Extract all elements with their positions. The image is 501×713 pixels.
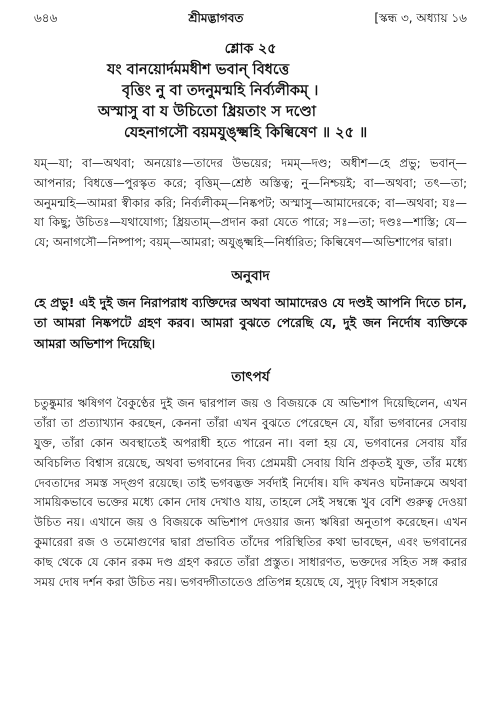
book-title: শ্রীমদ্ভাগবত — [188, 11, 244, 25]
verse-line-3: অস্মাসু বা য উচিতো ধ্রিয়তাং স দণ্ডো — [98, 104, 316, 120]
verse-line-1: যং বানয়োর্দমমধীশ ভবান্ বিধত্তে — [107, 62, 290, 78]
synonyms-text: যম্—যা; বা—অথবা; অনয়োঃ—তাদের উভয়ের; দমম্—দণ্ড; অধীশ—হে প্রভু; ভবান্—আপনার; বিধত্তে—পুরস্কৃত করে; বৃত্তিম্—শ্রেষ্ঠ অস্তিত্ব; নু—নিশ্চয়ই; বা—অথবা; তৎ—তা; অনুমন্মহি—আমরা স্বীকার করি; নির্ব্যলীকম্—নিষ্কপট; অস্মাসু—আমাদেরকে; বা—অথবা; যঃ—যা কিছু; উচিতঃ—যথাযোগ্য; ধ্রিয়তাম্—প্রদান করা যেতে পারে; সঃ—তা; দণ্ডঃ—শাস্তি; যে—যে; অনাগসৌ—নিষ্পাপ; বয়ম্—আমরা; অযুঙ্‌ক্ষ্মহি—নির্ধারিত; কিল্বিষেণ—অভিশাপের দ্বারা। — [34, 156, 467, 250]
chapter-reference: [স্কন্ধ ৩, অধ্যায় ১৬ — [374, 11, 467, 25]
purport-text: চতুষ্কুমার ঋষিগণ বৈকুণ্ঠের দুই জন দ্বারপাল জয় ও বিজয়কে যে অভিশাপ দিয়েছিলেন, এখন তাঁরা তা প্রত্যাখ্যান করছেন, কেননা তাঁরা এখন বুঝতে পেরেছেন যে, যাঁরা ভগবানের সেবায় যুক্ত, তাঁরা কোন অবস্থাতেই অপরাধী হতে পারেন না। বলা হয় যে, ভগবানের সেবায় যাঁর অবিচলিত বিশ্বাস রয়েছে, অথবা ভগবানের দিব্য প্রেমময়ী সেবায় যিনি প্রকৃতই যুক্ত, তাঁর মধ্যে দেবতাদের সমস্ত সদ্‌গুণ রয়েছে। তাই ভগবদ্ভক্ত সর্বদাই নির্দোষ। যদি কখনও ঘটনাক্রমে অথবা সাময়িকভাবে ভক্তের মধ্যে কোন দোষ দেখাও যায়, তাহলে সেই সম্বন্ধে খুব বেশি গুরুত্ব দেওয়া উচিত নয়। এখানে জয় ও বিজয়কে অভিশাপ দেওয়ার জন্য ঋষিরা অনুতাপ করেছেন। এখন কুমারেরা রজ ও তমোগুণের দ্বারা প্রভাবিত তাঁদের পরিস্থিতির কথা ভাবছেন, এবং ভগবানের কাছ থেকে যে কোন রকম দণ্ড গ্রহণ করতে তাঁরা প্রস্তুত। সাধারণত, ভক্তদের সহিত সঙ্গ করার সময় দোষ দর্শন করা উচিত নয়। ভগবদ্গীতাতেও প্রতিপন্ন হয়েছে যে, সুদৃঢ় বিশ্বাস সহকারে — [34, 396, 467, 589]
translation-title: অনুবাদ — [231, 267, 270, 284]
synonyms — [34, 154, 467, 253]
verse-line-2: বৃত্তিং নু বা তদনুমন্মহি নির্ব্যলীকম্ । — [122, 83, 319, 99]
translation-text: হে প্রভু! এই দুই জন নিরাপরাধ ব্যক্তিদের অথবা আমাদেরও যে দণ্ডই আপনি দিতে চান, তা আমরা নিষ্কপটে গ্রহণ করব। আমরা বুঝতে পেরেছি যে, দুই জন নির্দোষ ব্যক্তিকে আমরা অভিশাপ দিয়েছি। — [34, 294, 467, 351]
verse-heading: শ্লোক ২৫ — [224, 41, 277, 57]
page-header — [34, 10, 467, 26]
page-number: ৬৪৬ — [34, 11, 58, 25]
purport-title: তাৎপর্য — [231, 369, 270, 386]
verse-line-4: যেহনাগসৌ বয়মযুঙ্‌ক্ষ্মহি কিল্বিষেণ ॥ ২৫ ॥ — [124, 125, 368, 141]
verse — [34, 40, 467, 144]
